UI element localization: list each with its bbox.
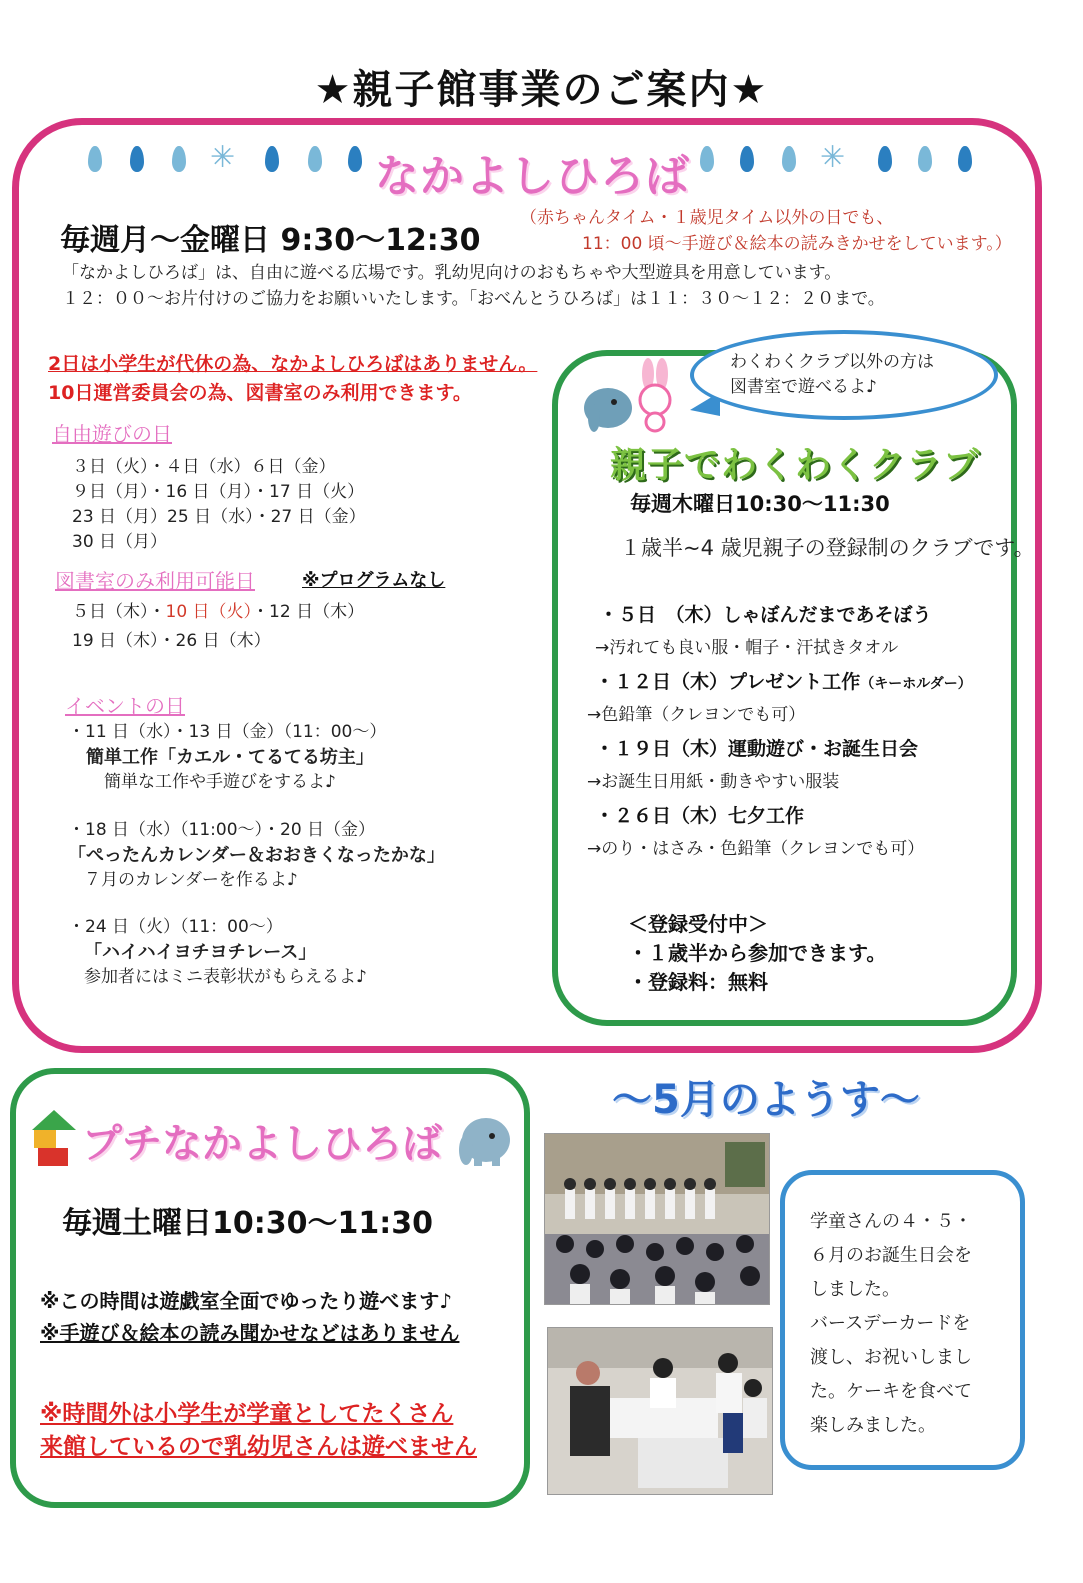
petit-warning <box>40 1398 477 1464</box>
drop-icon <box>782 146 796 172</box>
club-item-note: →色鉛筆（クレヨンでも可） <box>587 705 806 725</box>
snowflake-icon: ✳ <box>210 140 236 175</box>
petit-note-line: ※手遊び＆絵本の読み聞かせなどはありません <box>40 1321 460 1345</box>
petit-hours: 毎週土曜日10:30～11:30 <box>62 1206 433 1241</box>
nakayoshi-description <box>62 260 885 312</box>
library-dates <box>72 598 364 656</box>
date-line: 30 日（月） <box>72 532 168 552</box>
library-label: 図書室のみ利用可能日 <box>55 569 255 593</box>
club-item <box>587 667 1005 734</box>
club-title: 親子でわくわくクラブ <box>610 445 981 486</box>
may-description <box>810 1205 1010 1443</box>
event-date: ・11 日（水）・13 日（金）（11：00～） <box>68 722 387 742</box>
registration-line: ・登録料：無料 <box>628 970 768 994</box>
club-item-note: →お誕生日用紙・動きやすい服装 <box>587 772 840 792</box>
note-line: （赤ちゃんタイム・１歳児タイム以外の日でも、 <box>520 208 894 228</box>
date-line <box>72 598 364 627</box>
may-text-line: た。ケーキを食べて <box>810 1381 972 1402</box>
free-play-label: 自由遊びの日 <box>52 422 172 446</box>
drop-icon <box>958 146 972 172</box>
event-item <box>68 915 367 990</box>
snowflake-icon: ✳ <box>820 140 846 175</box>
event-name: 「ぺったんカレンダー＆おおきくなったかな」 <box>68 845 445 866</box>
warning-line: ※時間外は小学生が学童としてたくさん <box>40 1401 454 1427</box>
drop-icon <box>740 146 754 172</box>
date-text: ・12 日（木） <box>252 602 365 622</box>
nakayoshi-hours: 毎週月～金曜日 9:30～12:30 <box>60 223 481 258</box>
nakayoshi-title: なかよしひろば <box>375 151 690 202</box>
registration-title: ＜登録受付中＞ <box>628 912 768 936</box>
may-text-line: しました。 <box>810 1279 900 1300</box>
note-line: 11：00 頃～手遊び＆絵本の読みきかせをしています。） <box>582 234 1012 254</box>
registration-info <box>628 910 886 997</box>
club-item-title: ・１２日（木）プレゼント工作 <box>595 671 861 693</box>
closure-notice <box>48 350 537 408</box>
free-play-dates <box>72 455 366 555</box>
event-name: 簡単工作「カエル・てるてる坊主」 <box>86 747 374 768</box>
date-line: ９日（月）・16 日（月）・17 日（火） <box>72 482 365 502</box>
event-description: ７月のカレンダーを作るよ♪ <box>84 870 298 890</box>
may-text-line: 学童さんの４・５・ <box>810 1211 972 1232</box>
club-schedule <box>587 600 1005 868</box>
notice-line: 2日は小学生が代休の為、なかよしひろばはありません。 <box>48 353 538 375</box>
library-note: ※プログラムなし <box>302 570 446 591</box>
event-description: 参加者にはミニ表彰状がもらえるよ♪ <box>84 967 367 987</box>
event-name: 「ハイハイヨチヨチレース」 <box>84 942 317 963</box>
speech-bubble-text <box>730 350 934 400</box>
warning-line: 来館しているので乳幼児さんは遊べません <box>40 1434 477 1460</box>
drop-icon <box>878 146 892 172</box>
club-item-extra: （キーホルダー） <box>860 676 972 692</box>
club-item-title: ・５日 （木）しゃぼんだまであそぼう <box>599 604 932 626</box>
club-item-title: ・２６日（木）七夕工作 <box>595 805 805 827</box>
drop-icon <box>88 146 102 172</box>
date-line: 23 日（月）25 日（水）・27 日（金） <box>72 507 366 527</box>
drop-icon <box>348 146 362 172</box>
drop-icon <box>265 146 279 172</box>
page-title: ★親子館事業のご案内★ <box>314 67 769 113</box>
petit-note-line: ※この時間は遊戯室全面でゆったり遊べます♪ <box>40 1289 453 1313</box>
club-hours: 毎週木曜日10:30～11:30 <box>630 492 890 516</box>
date-text: ５日（木）・ <box>72 602 166 622</box>
may-text-line: 渡し、お祝いしまし <box>810 1347 972 1368</box>
elephant-icon <box>452 1110 514 1170</box>
date-text-red: 10 日（火） <box>165 602 253 622</box>
may-text-line: バースデーカードを <box>810 1313 971 1334</box>
club-item <box>595 600 1005 667</box>
birthday-cake-photo <box>547 1327 773 1495</box>
may-text-line: 楽しみました。 <box>810 1415 936 1436</box>
registration-line: ・１歳半から参加できます。 <box>628 941 887 965</box>
event-date: ・24 日（火）（11：00～） <box>68 917 283 937</box>
description-line: 「なかよしひろば」は、自由に遊べる広場です。乳幼児向けのおもちゃや大型遊具を用意しています。 <box>62 263 842 283</box>
notice-line: 10日運営委員会の為、図書室のみ利用できます。 <box>48 382 472 404</box>
event-description: 簡単な工作や手遊びをするよ♪ <box>104 772 336 792</box>
drop-icon <box>172 146 186 172</box>
drop-icon <box>308 146 322 172</box>
may-text-line: ６月のお誕生日会を <box>810 1245 972 1266</box>
club-item <box>587 734 1005 801</box>
petit-title: プチなかよしひろば <box>82 1121 442 1167</box>
toy-blocks-icon <box>28 1108 80 1168</box>
bubble-line: わくわくクラブ以外の方は <box>730 352 934 372</box>
drop-icon <box>700 146 714 172</box>
club-item-title: ・１９日（木）運動遊び・お誕生日会 <box>595 738 919 760</box>
date-line: ３日（火）・４日（水）６日（金） <box>72 457 336 477</box>
drop-icon <box>918 146 932 172</box>
may-title: ～5月のようす～ <box>612 1077 920 1123</box>
bubble-line: 図書室で遊べるよ♪ <box>730 377 877 397</box>
event-date: ・18 日（水）（11:00～）・20 日（金） <box>68 820 376 840</box>
club-item-note: →汚れても良い服・帽子・汗拭きタオル <box>595 638 899 658</box>
event-item <box>68 720 386 795</box>
elephant-rabbit-icon <box>578 358 673 438</box>
birthday-party-photo <box>544 1133 770 1305</box>
description-line: １２：００～お片付けのご協力をお願いいたします。「おべんとうひろば」は１１：３０～１２：２０まで。 <box>62 289 885 309</box>
drop-icon <box>130 146 144 172</box>
club-description: １歳半~4 歳児親子の登録制のクラブです。 <box>620 536 1035 560</box>
event-item <box>68 818 445 893</box>
nakayoshi-note <box>520 205 1012 257</box>
club-item-note: →のり・はさみ・色鉛筆（クレヨンでも可） <box>587 839 925 859</box>
petit-notes <box>40 1285 459 1349</box>
event-label: イベントの日 <box>65 694 185 718</box>
club-item <box>587 801 1005 868</box>
date-line: 19 日（木）・26 日（木） <box>72 631 271 651</box>
